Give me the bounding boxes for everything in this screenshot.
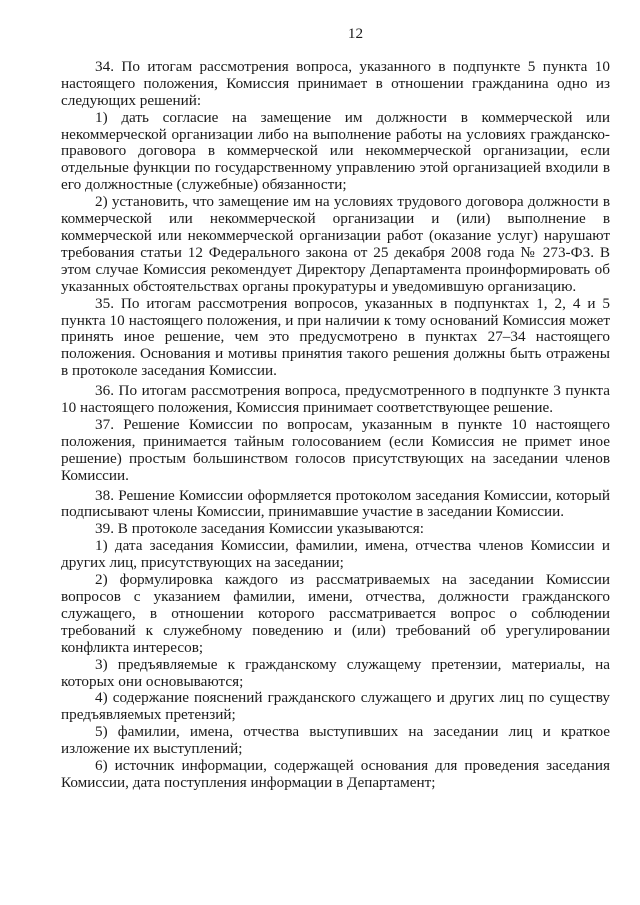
paragraph-35: 35. По итогам рассмотрения вопросов, указанных в подпунктах 1, 2, 4 и 5 пункта 10 настоящего положения, и при наличии к тому оснований Комиссия может принять иное решение, чем это предусмотрено в пунктах 27–34 настоящего положения. Основания и мотивы принятия такого решения должны быть отражены в протоколе заседания Комиссии. [61,294,610,380]
paragraph-34-item-2: 2) установить, что замещение им на условиях трудового договора должности в коммерческой или некоммерческой организации и (или) выполнение в коммерческой или некоммерческой организации работ (оказание услуг) нарушают требования статьи 12 Федерального закона от 25 декабря 2008 года № 273-ФЗ. В этом случае Комиссия рекомендует Директору Департамента проинформировать об указанных обстоятельствах органы прокуратуры и уведомившую организацию. [61,193,610,295]
paragraph-39-item-6: 6) источник информации, содержащей основания для проведения заседания Комиссии, дата поступления информации в Департамент; [61,757,610,791]
paragraph-39-item-2: 2) формулировка каждого из рассматриваемых на заседании Комиссии вопросов с указанием фамилии, имени, отчества, должности гражданского служащего, в отношении которого рассматривается вопрос о соблюдении требований к служебному поведению и (или) требований об урегулировании конфликта интересов; [61,571,610,656]
paragraph-34: 34. По итогам рассмотрения вопроса, указанного в подпункте 5 пункта 10 настоящего положения, Комиссия принимает в отношении гражданина одно из следующих решений: [61,57,610,109]
paragraph-37: 37. Решение Комиссии по вопросам, указанным в пункте 10 настоящего положения, принимается тайным голосованием (если Комиссия не примет иное решение) простым большинством голосов присутствующих на заседании членов Комиссии. [61,415,610,484]
page-number: 12 [347,25,364,42]
paragraph-39: 39. В протоколе заседания Комиссии указываются: [95,520,424,538]
paragraph-39-item-5: 5) фамилии, имена, отчества выступивших на заседании лиц и краткое изложение их выступлений; [61,723,610,758]
paragraph-38: 38. Решение Комиссии оформляется протоколом заседания Комиссии, который подписывают члены Комиссии, принимавшие участие в заседании Комиссии. [61,486,610,521]
paragraph-39-item-1: 1) дата заседания Комиссии, фамилии, имена, отчества членов Комиссии и других лиц, присутствующих на заседании; [61,537,610,572]
paragraph-34-item-1: 1) дать согласие на замещение им должности в коммерческой или некоммерческой организации либо на выполнение работы на условиях гражданско-правового договора в коммерческой или некоммерческой организации, если отдельные функции по государственному управлению этой организацией входили в его должностные (служебные) обязанности; [61,108,610,194]
paragraph-39-item-3: 3) предъявляемые к гражданскому служащему претензии, материалы, на которых они основываются; [61,655,610,690]
paragraph-39-item-4: 4) содержание пояснений гражданского служащего и других лиц по существу предъявляемых претензий; [61,689,610,724]
paragraph-36: 36. По итогам рассмотрения вопроса, предусмотренного в подпункте 3 пункта 10 настоящего положения, Комиссия принимает соответствующее решение. [61,382,610,417]
